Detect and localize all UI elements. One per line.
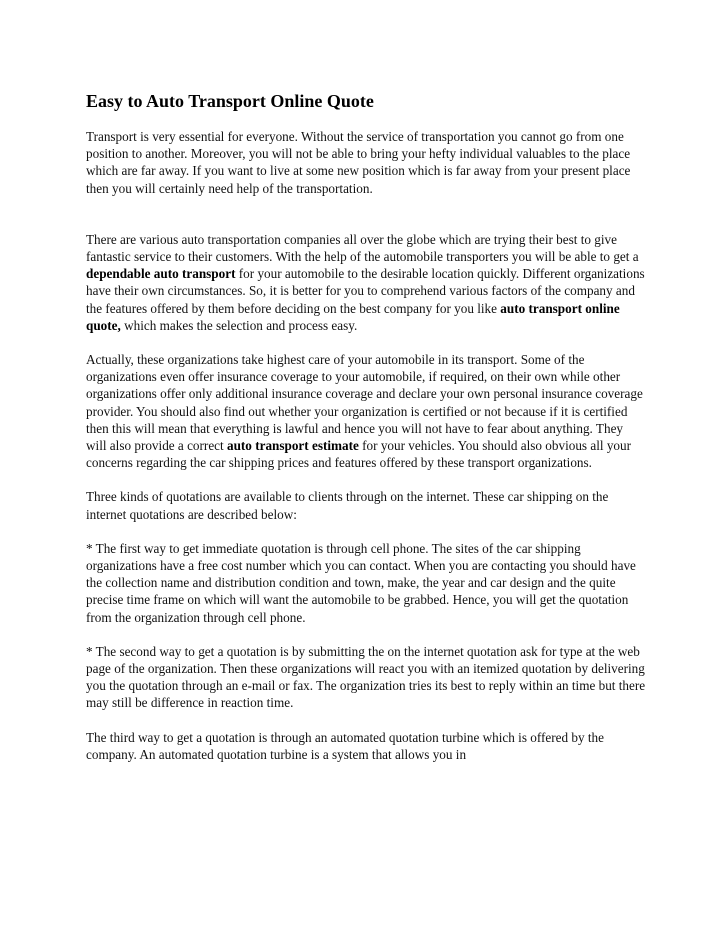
paragraph-companies-text-3: which makes the selection and process easy. [120,317,358,333]
bold-dependable-auto-transport: dependable auto transport [86,266,236,282]
paragraph-second-way: * The second way to get a quotation is by submitting the on the internet quotation ask for type at the web page of the organization. Then these organizations will react you with an itemized quotation by delivering you the quotation through an e-mail or fax. The organization tries its best to reply within an time but there may still be difference in reaction time. [86,643,646,711]
paragraph-companies-text-1: There are various auto transportation companies all over the globe which are trying their best to give fantastic service to their customers. With the help of the automobile transporters you will be able to get a [86,231,639,265]
paragraph-insurance-text-2: for your vehicles. You should also obvious all your concerns regarding the car shipping prices and features offered by these transport organizations. [86,438,632,471]
document-body [86,90,646,780]
paragraph-insurance [86,351,646,471]
paragraph-intro: Transport is very essential for everyone. Without the service of transportation you cannot go from one position to another. Moreover, you will not be able to bring your hefty individual valuables to the place which are far away. If you want to live at some new position which is far away from your present place then you will certainly need help of the transportation. [86,129,631,196]
paragraph-third-way: The third way to get a quotation is through an automated quotation turbine which is offered by the company. An automated quotation turbine is a system that allows you in [86,729,604,762]
paragraph-first-way: * The first way to get immediate quotation is through cell phone. The sites of the car shipping organizations have a free cost number which you can contact. When you are contacting you should have the collection name and distribution condition and town, make, the year and car design and the quite precise time frame on which will want the automobile to be grabbed. Hence, you will get the quotation from the organization through cell phone. [86,540,636,625]
bold-auto-transport-estimate: auto transport estimate [226,438,359,454]
paragraph-companies-text-2: for your automobile to the desirable location quickly. Different organizations have their own circumstances. So, it is better for you to comprehend various factors of the company and the features offered by them before deciding on the best company for you like [86,266,645,316]
paragraph-companies [86,231,646,334]
paragraph-quotation-kinds: Three kinds of quotations are available to clients through on the internet. These car shipping on the internet quotations are described below: [86,489,609,522]
document-title: Easy to Auto Transport Online Quote [86,91,374,111]
bold-auto-transport-online-quote: auto transport online quote, [86,300,620,333]
paragraph-insurance-text-1: Actually, these organizations take highest care of your automobile in its transport. Some of the organizations even offer insurance coverage to your automobile, if required, on their own while other organizations offer only additional insurance coverage and declare your own personal insurance coverage provider. You should also find out whether your organization is certified or not because if it is certified then this will mean that everything is lawful and hence you will not have to fear about anything. They will also provide a correct [86,352,643,454]
